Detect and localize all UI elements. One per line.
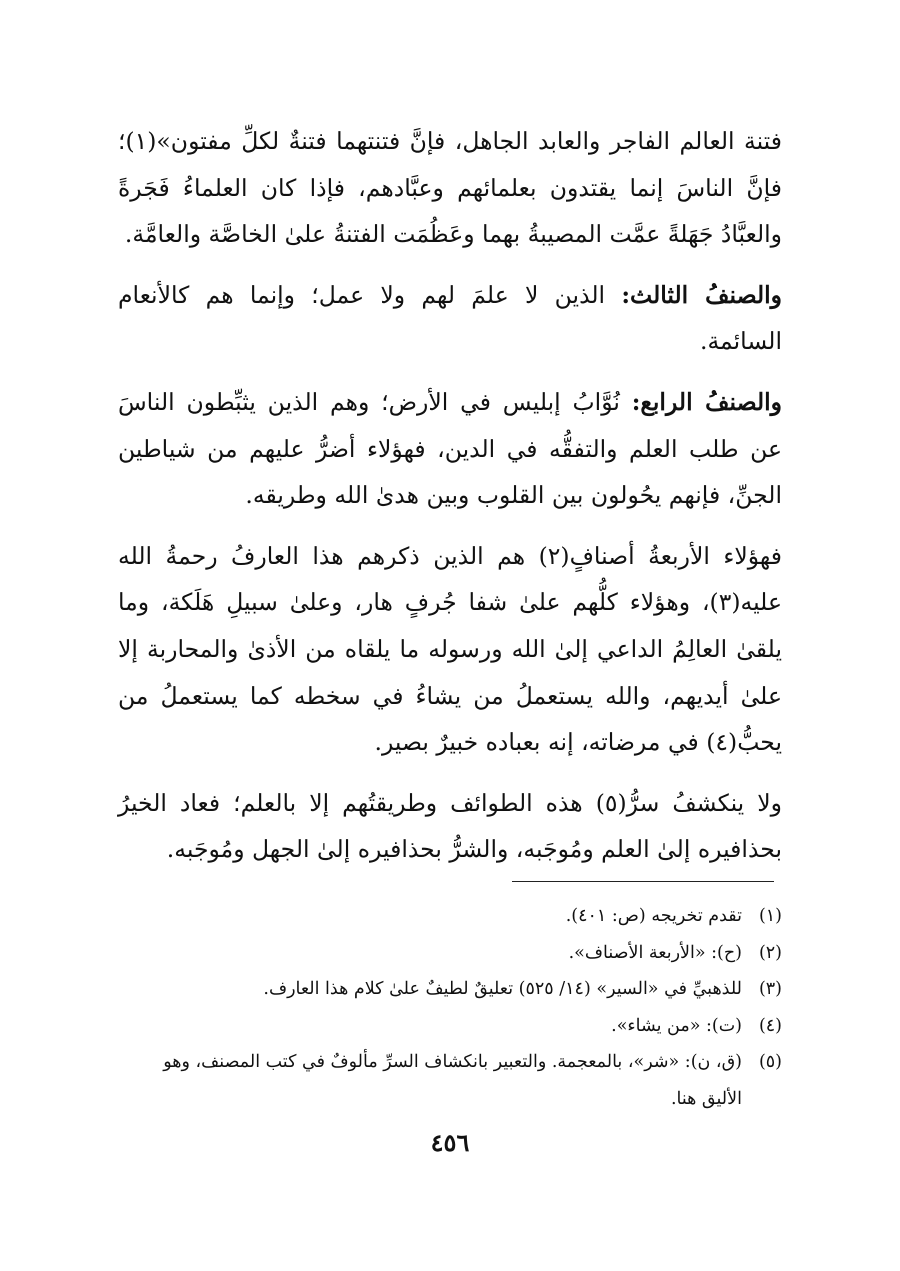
paragraph (118, 533, 782, 766)
footnote-number: (٤) (758, 1015, 782, 1036)
footnotes (118, 898, 782, 1118)
paragraph-text: الذين لا علمَ لهم ولا عمل؛ وإنما هم كالأنعام السائمة. (118, 280, 782, 356)
paragraph-text: نُوَّابُ إبليس في الأرض؛ وهم الذين يثبِّطون الناسَ عن طلب العلم والتفقُّه في الدين، فهؤلاء أضرُّ عليهم من شياطين الجنِّ، فإنهم يحُولون بين القلوب وبين هدىٰ الله وطريقه. (118, 387, 782, 510)
paragraph-lead: والصنفُ الرابع: (631, 387, 782, 416)
footnote (118, 935, 782, 972)
paragraph-lead: والصنفُ الثالث: (621, 280, 782, 309)
paragraph-text: فتنة العالم الفاجر والعابد الجاهل، فإنَّ فتنتهما فتنةٌ لكلِّ مفتون»(١)؛ فإنَّ الناسَ إنما يقتدون بعلمائهم وعبَّادهم، فإذا كان العلماءُ فَجَرةً والعبَّادُ جَهَلةً عمَّت المصيبةُ بهما وعَظُمَت الفتنةُ علىٰ الخاصَّة والعامَّة. (118, 127, 782, 249)
footnote-text: تقدم تخريجه (ص: ٤٠١). (565, 906, 742, 926)
footnote (118, 1008, 782, 1045)
footnote-number: (٢) (758, 942, 782, 963)
page-number: ٤٥٦ (430, 1128, 470, 1157)
footnote-text: (ح): «الأربعة الأصناف». (568, 942, 742, 963)
paragraph (118, 272, 782, 365)
footnote-number: (٣) (758, 979, 782, 1000)
footnote-number: (١) (758, 906, 782, 926)
paragraph (118, 780, 782, 873)
footnote (118, 1044, 782, 1117)
paragraph (118, 118, 782, 258)
footnote-separator (512, 881, 774, 882)
paragraph-text: فهؤلاء الأربعةُ أصنافٍ(٢) هم الذين ذكرهم هذا العارفُ رحمةُ الله عليه(٣)، وهؤلاء كلُّهم علىٰ شفا جُرفٍ هار، وعلىٰ سبيلِ هَلَكة، وما يلقىٰ العالِمُ الداعي إلىٰ الله ورسوله ما يلقاه من الأذىٰ والمحاربة إلا علىٰ أيديهم، والله يستعملُ من يشاءُ في سخطه كما يستعملُ من يحبُّ(٤) في مرضاته، إنه بعباده خبيرٌ بصير. (118, 541, 782, 757)
footnote (118, 971, 782, 1008)
footnote-text: (ق، ن): «شر»، بالمعجمة. والتعبير بانكشاف السرِّ مألوفٌ في كتب المصنف، وهو الأليق هنا. (163, 1052, 742, 1109)
footnote-text: (ت): «من يشاء». (611, 1015, 742, 1036)
paragraph (118, 379, 782, 519)
footnote-text: للذهبيِّ في «السير» (١٤/ ٥٢٥) تعليقٌ لطيفٌ علىٰ كلام هذا العارف. (263, 979, 742, 1000)
main-text (118, 118, 782, 887)
footnote-number: (٥) (758, 1052, 782, 1073)
paragraph-text: ولا ينكشفُ سرُّ(٥) هذه الطوائف وطريقتُهم إلا بالعلم؛ فعاد الخيرُ بحذافيره إلىٰ العلم ومُوجَبه، والشرُّ بحذافيره إلىٰ الجهل ومُوجَبه. (118, 788, 782, 864)
footnote (118, 898, 782, 935)
